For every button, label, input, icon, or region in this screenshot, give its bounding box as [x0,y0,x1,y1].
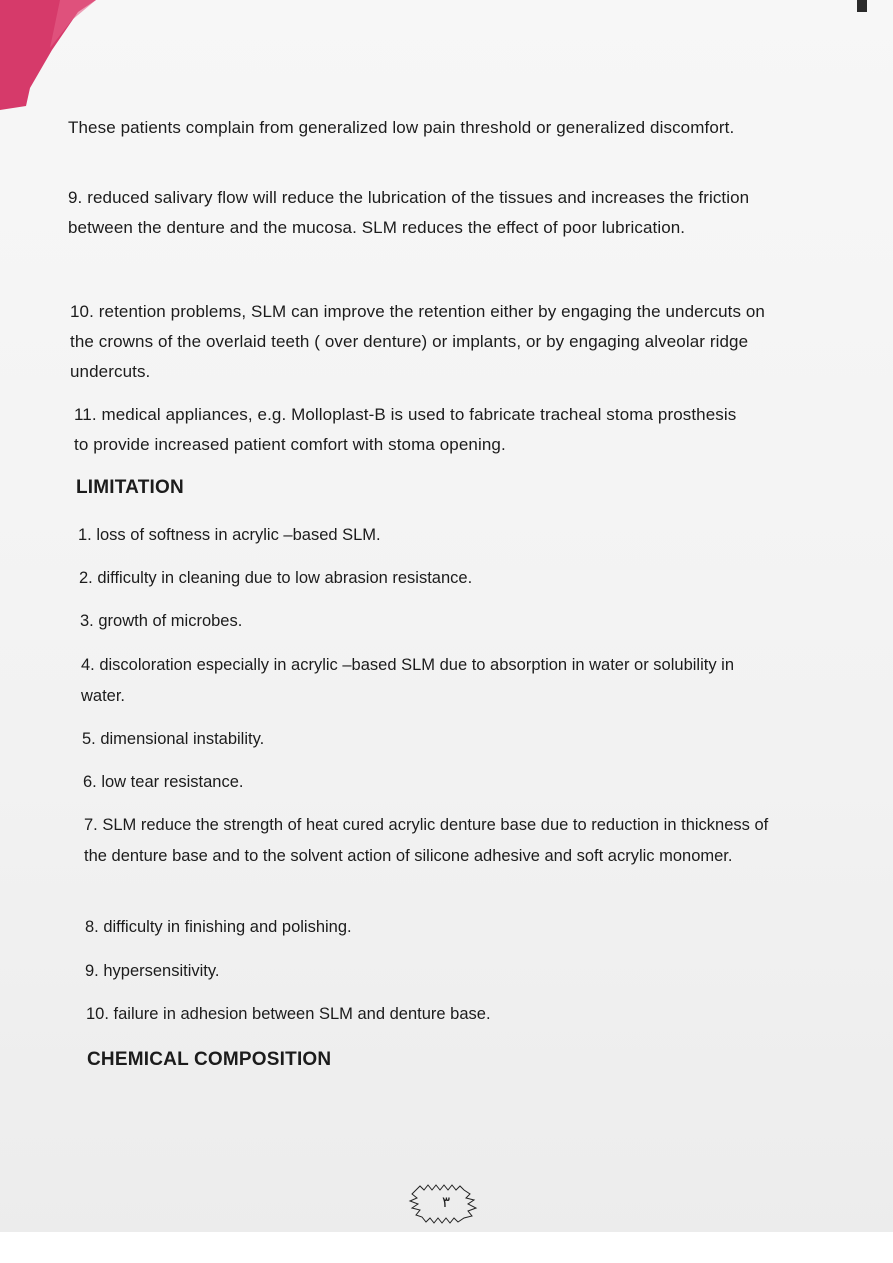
page-number-badge [408,1182,484,1226]
page-number: ٣ [441,1193,451,1211]
scan-edge-mark [857,0,867,12]
list-item: 3. growth of microbes. [80,612,243,630]
paragraph-pain-threshold: These patients complain from generalized low pain threshold or generalized discomfort. [68,118,735,137]
list-item: 10. failure in adhesion between SLM and denture base. [86,1005,491,1023]
list-item: 1. loss of softness in acrylic –based SLM. [78,526,381,544]
scan-bottom-margin [0,1232,893,1263]
pink-paper-corner [0,0,110,110]
paragraph-retention: 10. retention problems, SLM can improve the retention either by engaging the undercuts on the crowns of the overlaid teeth ( over denture) or implants, or by engaging alveolar ridge undercuts. [70,302,765,381]
list-item: 8. difficulty in finishing and polishing. [85,918,352,936]
paragraph-medical-appliances: 11. medical appliances, e.g. Molloplast-B is used to fabricate tracheal stoma prosthesis to provide increased patient comfort with stoma opening. [74,405,737,454]
section-heading-limitation: LIMITATION [76,477,184,498]
list-item: 4. discoloration especially in acrylic –based SLM due to absorption in water or solubility in water. [81,656,735,705]
list-item: 7. SLM reduce the strength of heat cured acrylic denture base due to reduction in thickness of the denture base and to the solvent action of silicone adhesive and soft acrylic monomer. [84,816,769,865]
section-heading-chemical-composition: CHEMICAL COMPOSITION [87,1049,332,1070]
list-item: 6. low tear resistance. [83,773,244,791]
list-item: 5. dimensional instability. [82,730,265,748]
list-item: 2. difficulty in cleaning due to low abrasion resistance. [79,569,473,587]
list-item: 9. hypersensitivity. [85,962,220,980]
paragraph-salivary-flow: 9. reduced salivary flow will reduce the lubrication of the tissues and increases the friction between the denture and the mucosa. SLM reduces the effect of poor lubrication. [68,188,750,237]
